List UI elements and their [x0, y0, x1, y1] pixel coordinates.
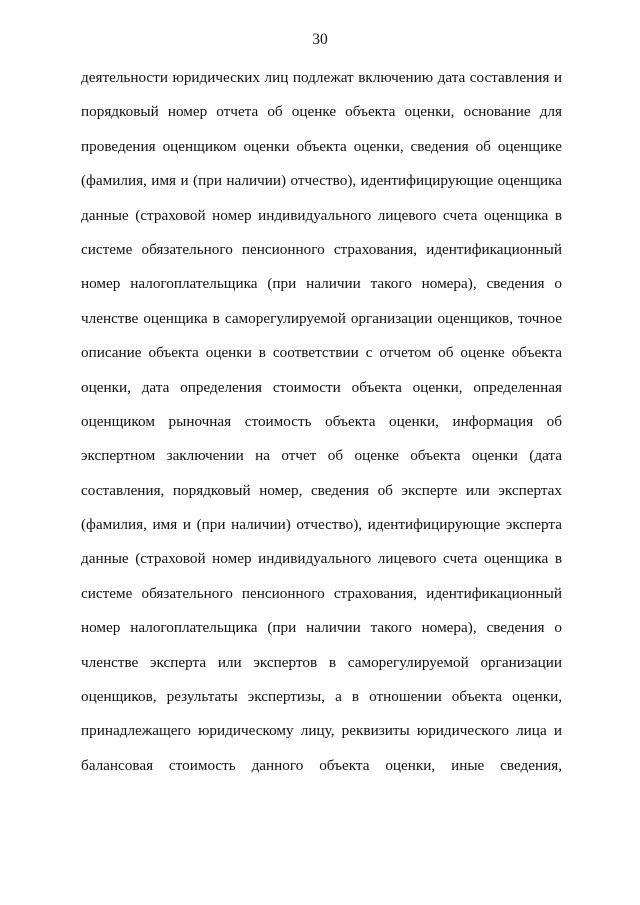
text-line-content: составления, порядковый номер, сведения об эксперте или экспертах [81, 481, 562, 499]
text-line [81, 344, 562, 378]
text-line-content: системе обязательного пенсионного страхования, идентификационный [81, 240, 562, 258]
text-line-content: данные (страховой номер индивидуального лицевого счета оценщика в [81, 206, 562, 224]
text-line-content: (фамилия, имя и (при наличии) отчество), идентифицирующие эксперта [81, 516, 562, 534]
page-number: 30 [312, 31, 328, 48]
text-line [81, 585, 562, 619]
text-line [81, 379, 562, 413]
text-line-content: проведения оценщиком оценки объекта оценки, сведения об оценщике [81, 137, 562, 155]
text-line [81, 654, 562, 688]
text-line [81, 241, 562, 275]
text-line-content: описание объекта оценки в соответствии с отчетом об оценке объекта [81, 344, 562, 362]
text-line-content: деятельности юридических лиц подлежат включению дата составления и [81, 69, 562, 86]
text-line-content: членстве эксперта или экспертов в саморегулируемой организации [81, 653, 562, 671]
text-line [81, 310, 562, 344]
text-line-content: системе обязательного пенсионного страхования, идентификационный [81, 584, 562, 602]
body-text [81, 69, 562, 791]
text-line-content: членстве оценщика в саморегулируемой организации оценщиков, точное [81, 309, 562, 327]
text-line [81, 722, 562, 756]
text-line-content: данные (страховой номер индивидуального лицевого счета оценщика в [81, 550, 562, 568]
text-line-content: оценщиком рыночная стоимость объекта оценки, информация об [81, 412, 562, 430]
text-line [81, 447, 562, 481]
text-line [81, 207, 562, 241]
text-line [81, 482, 562, 516]
text-line-content: номер налогоплательщика (при наличии такого номера), сведения о [81, 275, 562, 293]
text-line [81, 103, 562, 137]
text-line [81, 619, 562, 653]
text-line-content: балансовая стоимость данного объекта оценки, иные сведения, [81, 756, 562, 774]
text-line [81, 275, 562, 309]
text-line-content: оценки, дата определения стоимости объекта оценки, определенная [81, 378, 562, 396]
text-line [81, 688, 562, 722]
text-line-content: (фамилия, имя и (при наличии) отчество), идентифицирующие оценщика [81, 172, 562, 190]
text-line-content: принадлежащего юридическому лицу, реквизиты юридического лица и [81, 722, 562, 740]
text-line [81, 172, 562, 206]
text-line [81, 516, 562, 550]
text-line-content: номер налогоплательщика (при наличии такого номера), сведения о [81, 619, 562, 637]
text-line [81, 69, 562, 103]
text-line [81, 757, 562, 791]
text-line-content: экспертном заключении на отчет об оценке объекта оценки (дата [81, 447, 562, 465]
text-line-content: оценщиков, результаты экспертизы, а в отношении объекта оценки, [81, 688, 562, 706]
text-line-content: порядковый номер отчета об оценке объекта оценки, основание для [81, 103, 562, 121]
text-line [81, 138, 562, 172]
text-line [81, 550, 562, 584]
text-line [81, 413, 562, 447]
